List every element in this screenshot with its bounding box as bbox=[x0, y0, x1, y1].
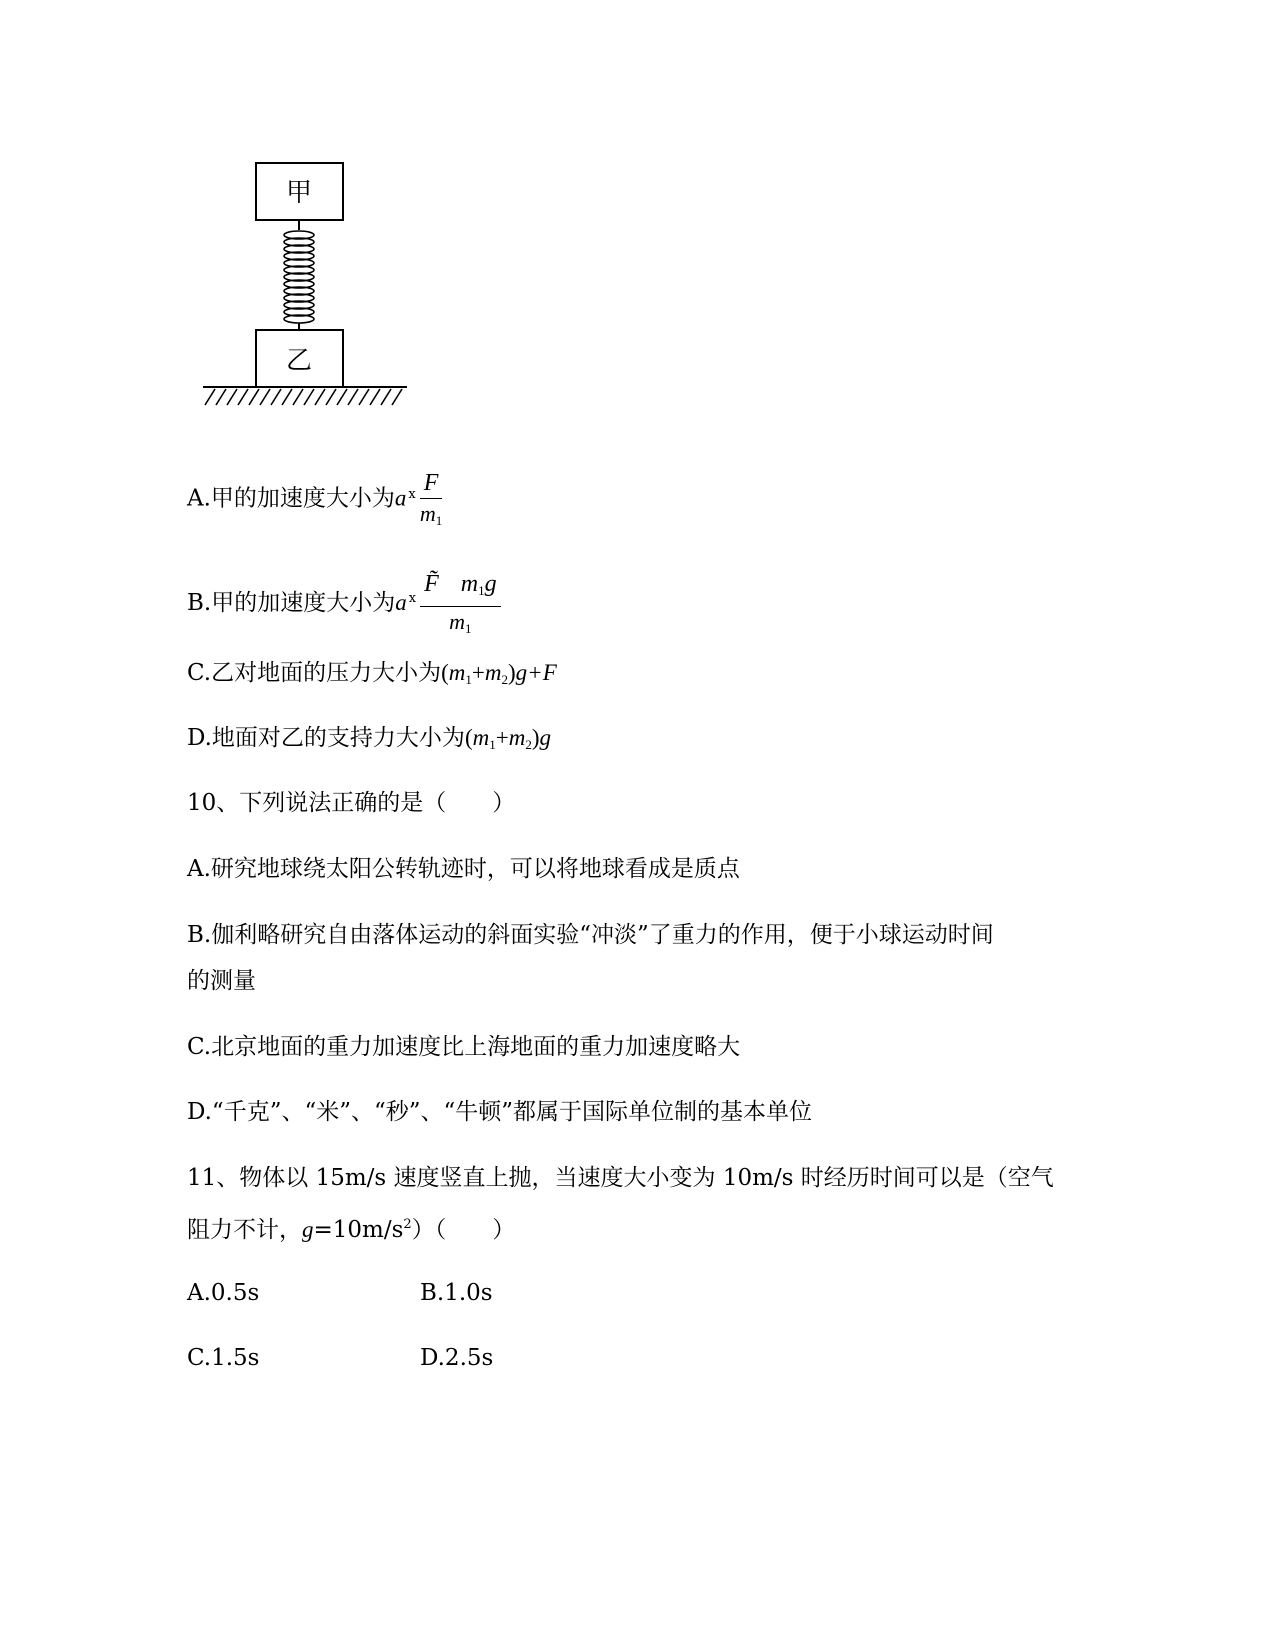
q9-option-c-text: C.乙对地面的压力大小为 bbox=[187, 660, 442, 686]
q10-option-d: D.“千克”、“米”、“秒”、“牛顿”都属于国际单位制的基本单位 bbox=[187, 1099, 812, 1125]
q9-option-d-expr: $(m_1+m_2)g$ bbox=[464, 725, 552, 752]
q11-stem-line2: 阻力不计，$g=10m/s^2$）（ ） bbox=[187, 1217, 516, 1243]
q9-option-b-fraction bbox=[420, 571, 501, 641]
q9-option-c-expr: $(m_1+m_2)g+F$ bbox=[441, 660, 557, 687]
spring-coil bbox=[284, 231, 314, 323]
q9-option-b bbox=[187, 569, 501, 639]
spring-blocks-figure bbox=[195, 155, 420, 415]
q11-option-b: B.1.0s bbox=[420, 1280, 493, 1306]
q10-option-b-line1: B.伽利略研究自由落体运动的斜面实验“冲淡”了重力的作用，便于小球运动时间 bbox=[187, 922, 994, 948]
q9-option-a-denominator: $m_1$ bbox=[419, 501, 443, 528]
q9-option-b-numerator: F̃ $m_1g$ bbox=[420, 571, 501, 607]
q10-option-a: A.研究地球绕太阳公转轨迹时，可以将地球看成是质点 bbox=[187, 856, 740, 882]
q9-option-d-text: D.地面对乙的支持力大小为 bbox=[187, 725, 465, 751]
q9-option-b-var: a bbox=[395, 590, 407, 615]
q9-option-a-fraction bbox=[420, 470, 443, 533]
q9-option-b-denominator: $m_1$ bbox=[449, 609, 472, 636]
q10-option-b-line2: 的测量 bbox=[187, 968, 256, 994]
q9-option-b-symbol: ⅹ bbox=[408, 591, 417, 606]
q11-option-c: C.1.5s bbox=[187, 1345, 260, 1371]
q9-option-a-var: a bbox=[394, 485, 407, 511]
top-block-label: 甲 bbox=[285, 178, 313, 208]
q10-option-c: C.北京地面的重力加速度比上海地面的重力加速度略大 bbox=[187, 1034, 741, 1060]
q11-stem-line1: 11、物体以 15m/s 速度竖直上抛，当速度大小变为 10m/s 时经历时间可以是（空气 bbox=[187, 1165, 1054, 1191]
bottom-block-label: 乙 bbox=[285, 346, 313, 376]
q11-option-d: D.2.5s bbox=[420, 1345, 494, 1371]
q9-option-a-text: A.甲的加速度大小为 bbox=[187, 485, 395, 512]
q10-stem: 10、下列说法正确的是（ ） bbox=[187, 790, 516, 816]
q9-option-a bbox=[187, 468, 442, 531]
q9-option-a-symbol: ⅹ bbox=[408, 486, 416, 502]
q9-option-c bbox=[187, 658, 557, 695]
ground-hatching bbox=[205, 389, 402, 405]
q9-option-b-text: B.甲的加速度大小为 bbox=[187, 590, 396, 616]
q9-option-d bbox=[187, 723, 551, 760]
q9-option-a-numerator: F bbox=[420, 470, 443, 499]
q11-option-a: A.0.5s bbox=[187, 1280, 260, 1306]
